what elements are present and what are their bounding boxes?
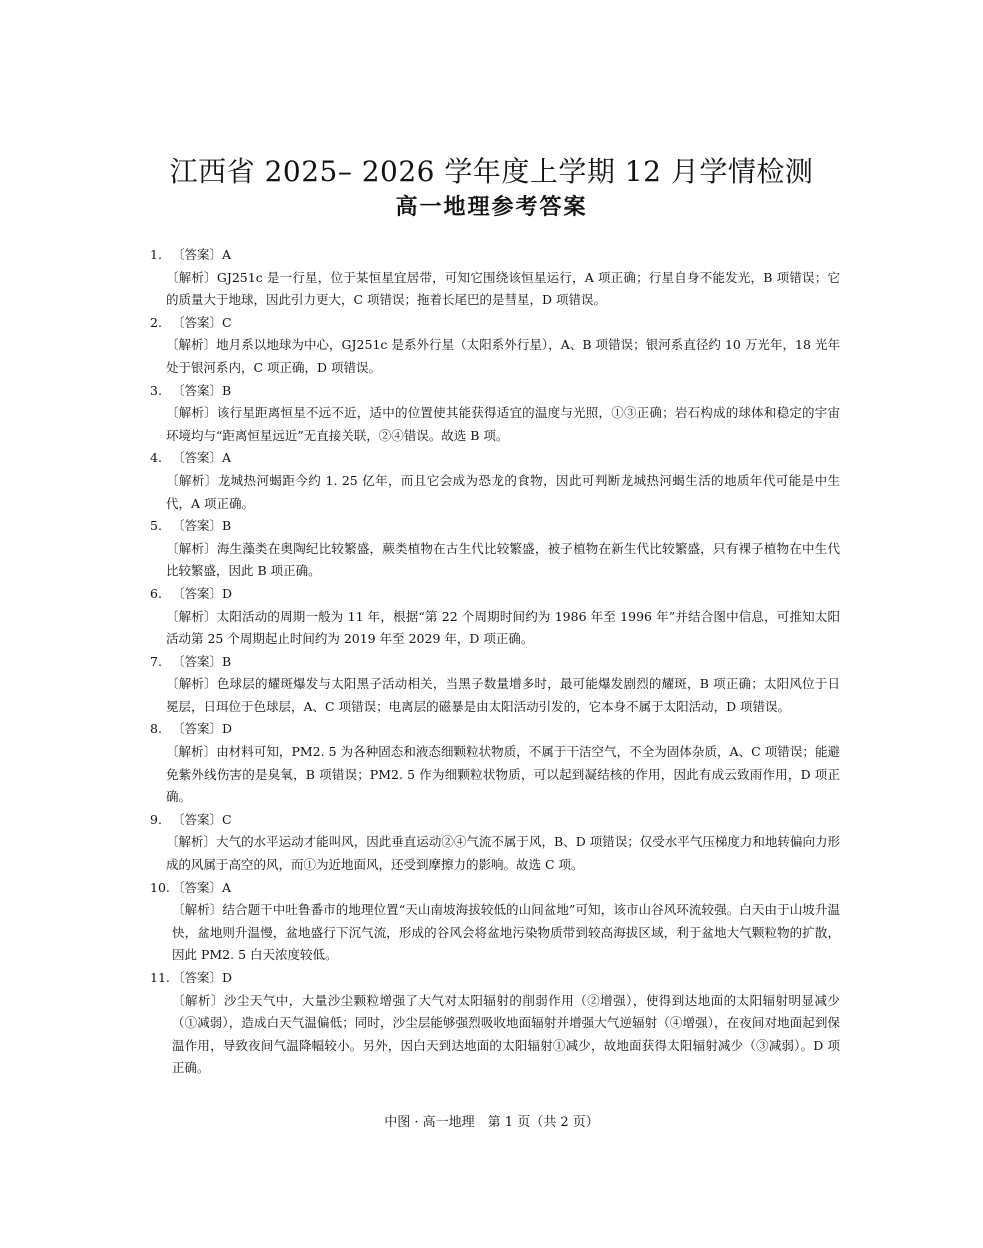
question-number: 10. (150, 879, 170, 895)
page-subtitle: 高一地理参考答案 (395, 195, 588, 220)
question-analysis: 〔解析〕海生藻类在奥陶纪比较繁盛，蕨类植物在古生代比较繁盛，被子植物在新生代比较繁盛，只有裸子植物在中生代比较繁盛，因此 B 项正确。 (166, 540, 840, 579)
question-number: 7. (150, 653, 162, 669)
question-number: 6. (150, 585, 162, 601)
question-analysis: 〔解析〕GJ251c 是一行星，位于某恒星宜居带，可知它围绕该恒星运行，A 项正确；行星自身不能发光，B 项错误；它的质量大于地球，因此引力更大，C 项错误；拖着长尾巴的是彗星，D 项错误。 (166, 269, 840, 308)
question-item (150, 380, 840, 448)
question-answer: 〔答案〕B (172, 518, 232, 534)
question-answer: 〔答案〕D (172, 970, 233, 985)
question-item (150, 583, 840, 651)
question-answer: 〔答案〕A (172, 450, 232, 466)
question-number: 8. (150, 721, 162, 737)
question-list (150, 244, 840, 1080)
page-footer: 中图 · 高一地理 第 1 页（共 2 页） (384, 1115, 599, 1130)
question-item (150, 651, 840, 719)
question-number: 9. (150, 811, 162, 827)
question-analysis: 〔解析〕大气的水平运动才能叫风，因此垂直运动②④气流不属于风，B、D 项错误；仅受水平气压梯度力和地转偏向力形成的风属于高空的风，而①为近地面风，还受到摩擦力的影响。故选 C 项。 (166, 834, 840, 873)
question-analysis: 〔解析〕地月系以地球为中心，GJ251c 是系外行星（太阳系外行星），A、B 项错误；银河系直径约 10 万光年，18 光年处于银河系内，C 项正确，D 项错误。 (166, 337, 840, 375)
page-title: 江西省 2025– 2026 学年度上学期 12 月学情检测 (169, 155, 814, 188)
question-item (150, 312, 840, 380)
question-item (150, 515, 840, 583)
question-item (150, 447, 840, 515)
question-analysis: 〔解析〕该行星距离恒星不远不近，适中的位置使其能获得适宜的温度与光照，①③正确；岩石构成的球体和稳定的宇宙环境均与“距离恒星远近”无直接关联，②④错误。故选 B 项。 (166, 405, 840, 443)
question-answer: 〔答案〕A (172, 247, 232, 262)
question-answer: 〔答案〕B (172, 382, 232, 398)
question-answer: 〔答案〕A (172, 879, 232, 895)
question-number: 5. (150, 518, 162, 534)
question-answer: 〔答案〕B (172, 653, 232, 669)
question-analysis: 〔解析〕色球层的耀斑爆发与太阳黑子活动相关，当黑子数量增多时，最可能爆发剧烈的耀斑，B 项正确；太阳风位于日冕层，日珥位于色球层，A、C 项错误；电离层的磁暴是由太阳活动引发的，它本身不属于太阳活动，D 项错误。 (166, 676, 840, 714)
question-number: 11. (150, 970, 170, 985)
question-analysis: 〔解析〕结合题干中吐鲁番市的地理位置“天山南坡海拔较低的山间盆地”可知，该市山谷风环流较强。白天由于山坡升温快，盆地则升温慢，盆地盛行下沉气流，形成的谷风会将盆地污染物质带到较高海拔区域，利于盆地大气颗粒物的扩散，因此 PM2. 5 白天浓度较低。 (172, 902, 840, 963)
question-number: 1. (150, 247, 162, 262)
question-item (150, 967, 840, 1080)
question-analysis: 〔解析〕龙城热河蝎距今约 1. 25 亿年，而且它会成为恐龙的食物，因此可判断龙城热河蝎生活的地质年代可能是中生代，A 项正确。 (166, 472, 840, 511)
question-analysis: 〔解析〕沙尘天气中，大量沙尘颗粒增强了大气对太阳辐射的削弱作用（②增强），使得到达地面的太阳辐射明显减少（①减弱），造成白天气温偏低；同时，沙尘层能够强烈吸收地面辐射并增强大气逆辐射（④增强），在夜间对地面起到保温作用，导致夜间气温降幅较小。另外，因白天到达地面的太阳辐射①减少，故地面获得太阳辐射减少（③减弱）。D 项正确。 (172, 992, 840, 1076)
question-number: 3. (150, 382, 162, 398)
question-item (150, 718, 840, 808)
question-answer: 〔答案〕D (172, 585, 233, 601)
question-number: 4. (150, 450, 162, 466)
question-analysis: 〔解析〕太阳活动的周期一般为 11 年，根据“第 22 个周期时间约为 1986 年至 1996 年”并结合图中信息，可推知太阳活动第 25 个周期起止时间约为 2019 年至 2029 年，D 项正确。 (166, 608, 840, 647)
question-item (150, 877, 840, 967)
question-number: 2. (150, 314, 162, 330)
question-answer: 〔答案〕C (172, 811, 232, 827)
question-answer: 〔答案〕D (172, 721, 233, 737)
question-analysis: 〔解析〕由材料可知，PM2. 5 为各种固态和液态细颗粒状物质，不属于干洁空气，不全为固体杂质，A、C 项错误；能避免紫外线伤害的是臭氧，B 项错误；PM2. 5 作为细颗粒状物质，可以起到凝结核的作用，因此有成云致雨作用，D 项正确。 (166, 744, 840, 805)
question-answer: 〔答案〕C (172, 314, 232, 330)
question-item (150, 244, 840, 312)
question-item (150, 809, 840, 877)
